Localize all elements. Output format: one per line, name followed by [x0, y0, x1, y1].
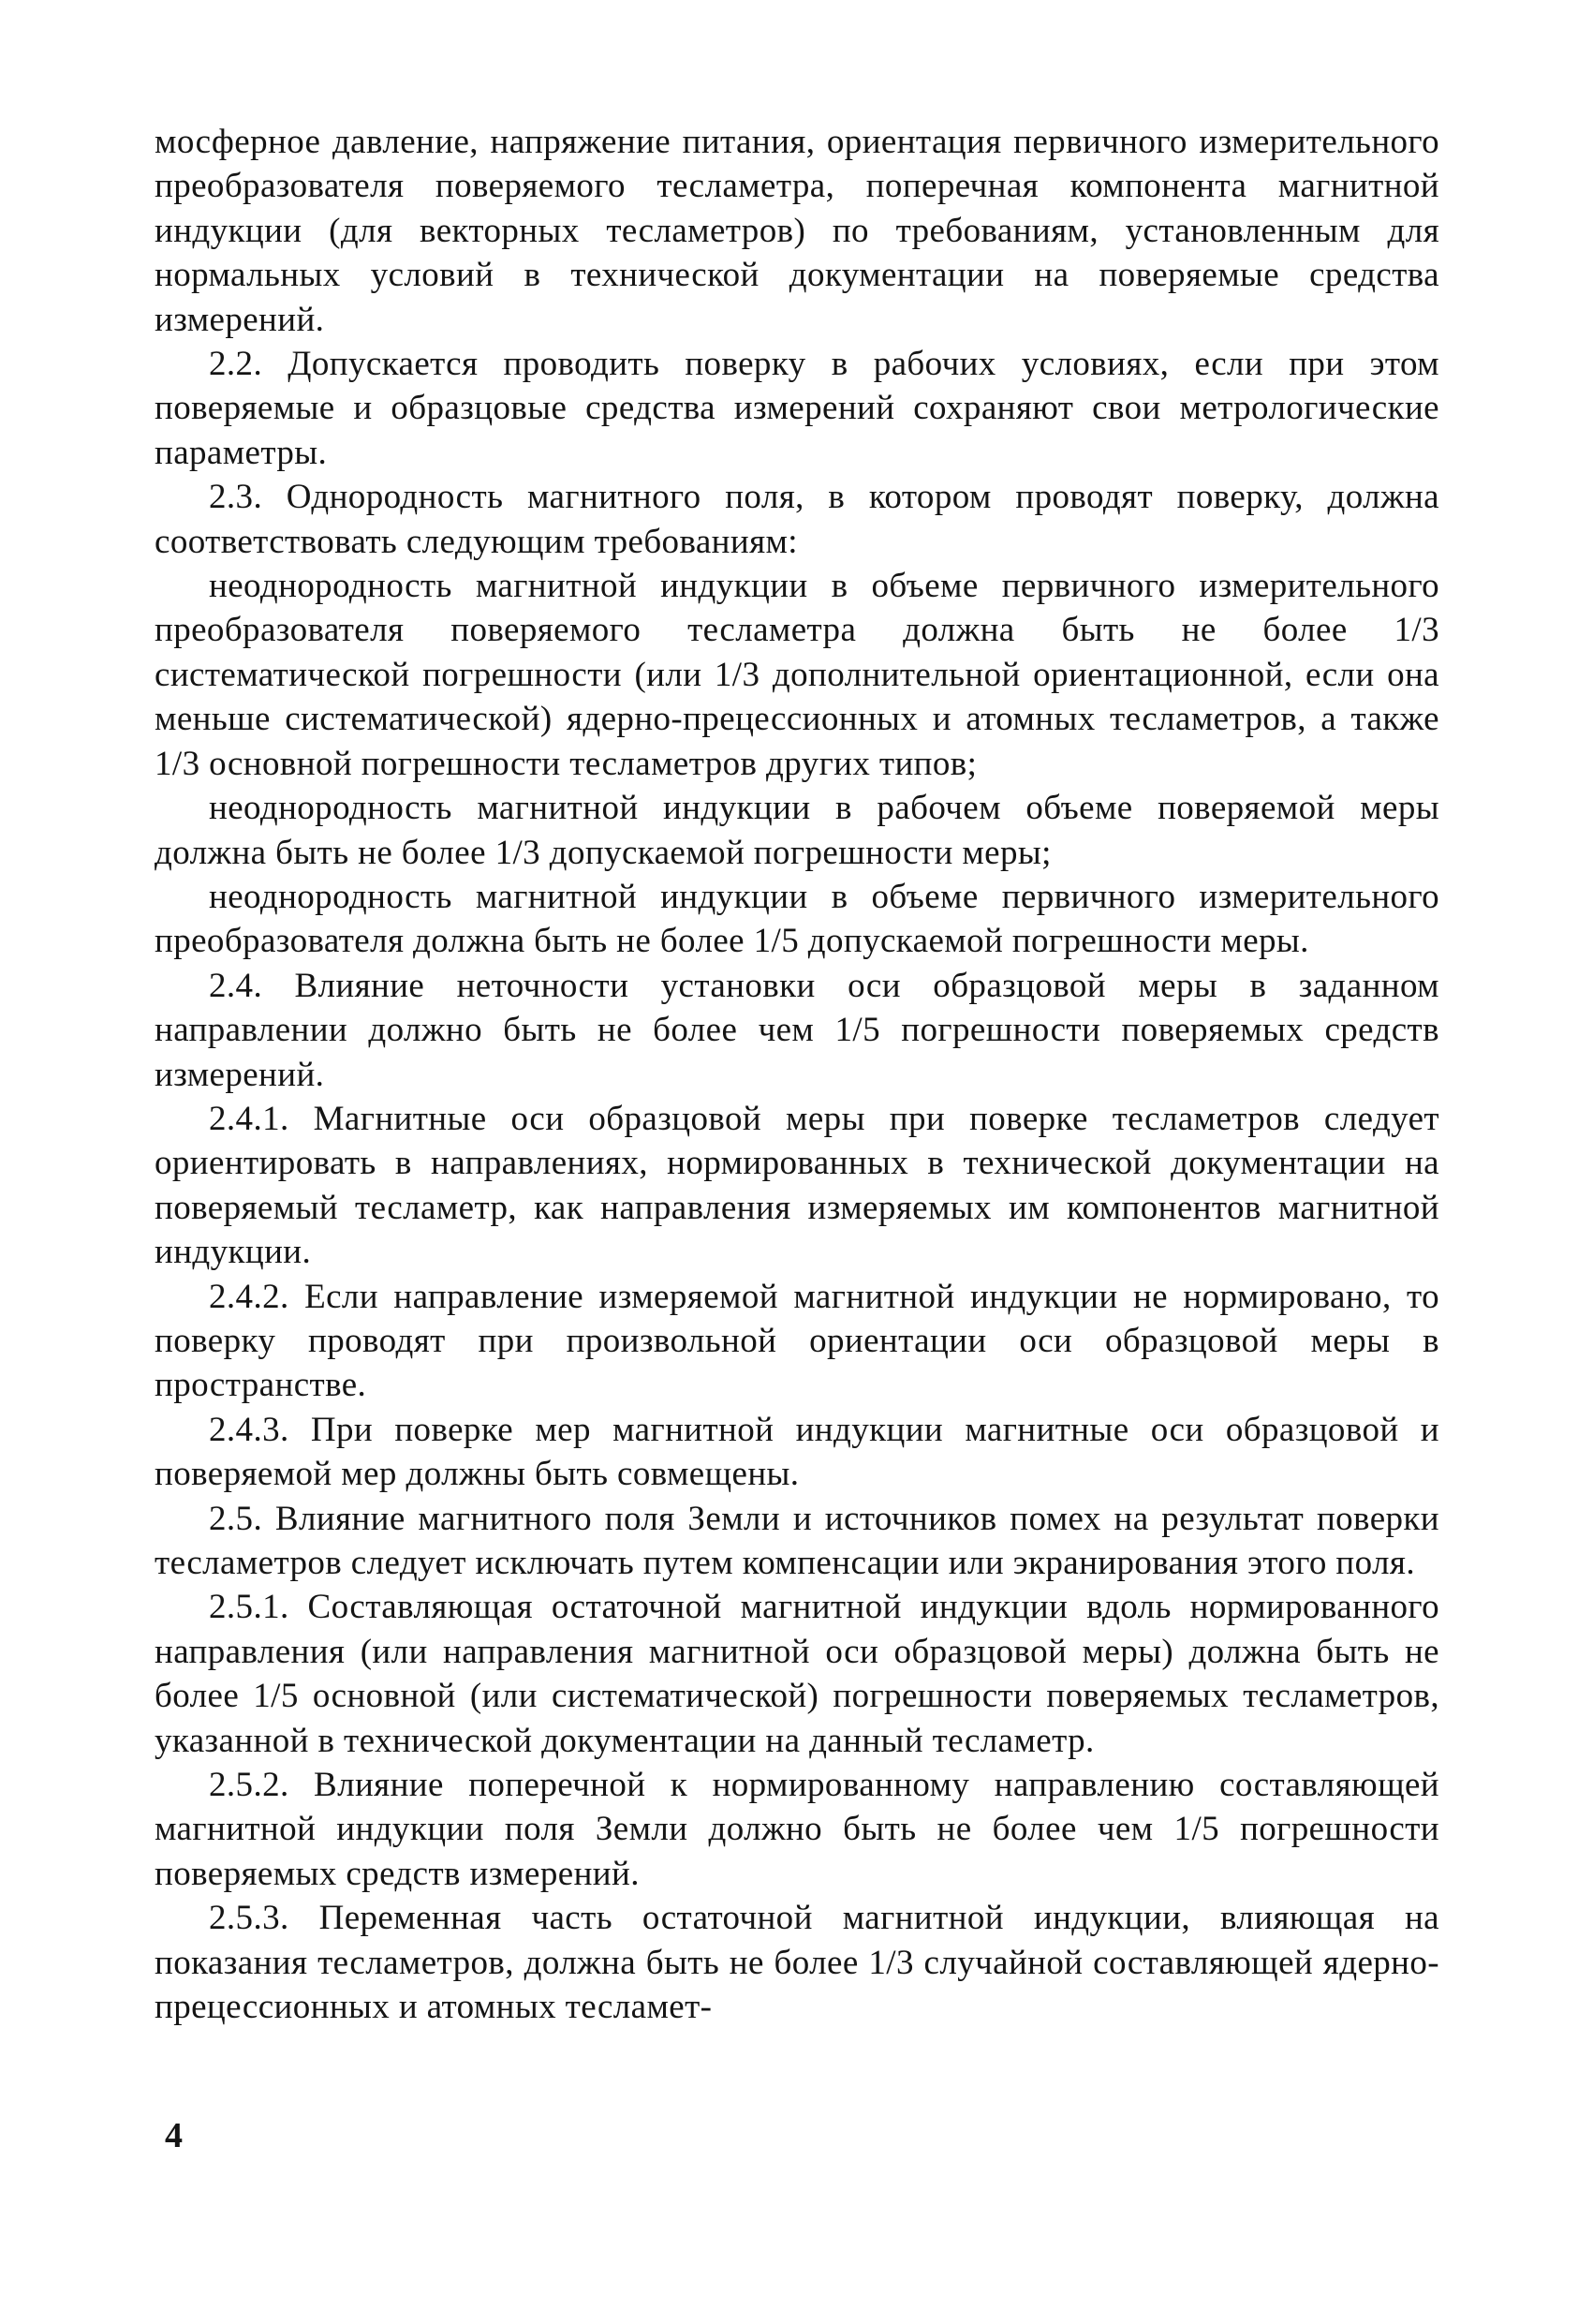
paragraph-2-5-3: 2.5.3. Переменная часть остаточной магнитной индукции, влияющая на показания тесламетров, должна быть не более 1/3 случайной составляющей ядерно-прецессионных и атомных тесламет- [155, 1899, 1439, 2027]
paragraph-2-3-item-2: неоднородность магнитной индукции в рабочем объеме поверяемой меры должна быть не более 1/3 допускаемой погрешности меры; [155, 789, 1439, 872]
paragraph-2-5-1: 2.5.1. Составляющая остаточной магнитной индукции вдоль нормированного направления (или направления магнитной оси образцовой меры) должна быть не более 1/5 основной (или систематической) погрешности поверяемых тесламетров, указанной в технической документации на данный тесламетр. [155, 1588, 1439, 1760]
paragraph-2-4-3: 2.4.3. При поверке мер магнитной индукции магнитные оси образцовой и поверяемой мер должны быть совмещены. [155, 1410, 1439, 1494]
paragraph-2-2: 2.2. Допускается проводить поверку в рабочих условиях, если при этом поверяемые и образцовые средства измерений сохраняют свои метрологические параметры. [155, 345, 1439, 472]
paragraph-2-5-2: 2.5.2. Влияние поперечной к нормированному направлению составляющей магнитной индукции поля Земли должно быть не более чем 1/5 погрешности поверяемых средств измерений. [155, 1766, 1439, 1893]
paragraph-2-5: 2.5. Влияние магнитного поля Земли и источников помех на результат поверки тесламетров следует исключать путем компенсации или экранирования этого поля. [155, 1499, 1439, 1582]
paragraph-2-4-2: 2.4.2. Если направление измеряемой магнитной индукции не нормировано, то поверку проводят при произвольной ориентации оси образцовой меры в пространстве. [155, 1277, 1439, 1405]
paragraph-2-3: 2.3. Однородность магнитного поля, в котором проводят поверку, должна соответствовать следующим требованиям: [155, 478, 1439, 561]
document-page [155, 120, 1439, 2029]
page-number: 4 [165, 2116, 183, 2155]
paragraph-continuation: мосферное давление, напряжение питания, ориентация первичного измерительного преобразователя поверяемого тесламетра, поперечная компонента магнитной индукции (для векторных тесламетров) по требованиям, установленным для нормальных условий в технической документации на поверяемые средства измерений. [155, 123, 1439, 339]
paragraph-2-4-1: 2.4.1. Магнитные оси образцовой меры при поверке тесламетров следует ориентировать в направлениях, нормированных в технической документации на поверяемый тесламетр, как направления измеряемых им компонентов магнитной индукции. [155, 1099, 1439, 1272]
paragraph-2-3-item-3: неоднородность магнитной индукции в объеме первичного измерительного преобразователя должна быть не более 1/5 допускаемой погрешности меры. [155, 877, 1439, 961]
paragraph-2-4: 2.4. Влияние неточности установки оси образцовой меры в заданном направлении должно быть не более чем 1/5 погрешности поверяемых средств измерений. [155, 966, 1439, 1094]
paragraph-2-3-item-1: неоднородность магнитной индукции в объеме первичного измерительного преобразователя поверяемого тесламетра должна быть не более 1/3 систематической погрешности (или 1/3 дополнительной ориентационной, если она меньше систематической) ядерно-прецессионных и атомных тесламетров, а также 1/3 основной погрешности тесламетров других типов; [155, 567, 1439, 783]
